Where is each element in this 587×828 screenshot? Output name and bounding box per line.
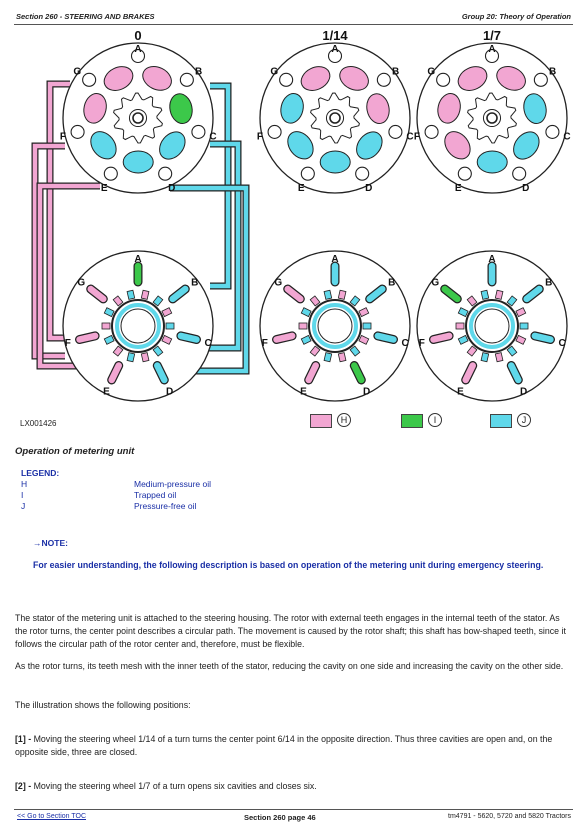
port-label-f: F — [413, 131, 421, 143]
column-label: 1/14 — [322, 28, 348, 43]
port-label-f: F — [261, 338, 268, 350]
bolt-hole — [83, 73, 96, 86]
port-slot — [535, 336, 551, 340]
port-label-e: E — [103, 386, 110, 398]
port-label-b: B — [195, 66, 203, 78]
port-label-c: C — [563, 131, 571, 143]
page-footer — [14, 809, 573, 822]
spool-center — [121, 309, 155, 343]
port-slot — [378, 336, 394, 340]
inner-port — [127, 353, 135, 362]
bolt-hole — [268, 125, 281, 138]
legend-label: Medium-pressure oil — [134, 479, 211, 489]
port-label-d: D — [165, 386, 174, 398]
rotor-hub — [129, 109, 146, 126]
inner-port — [520, 323, 528, 329]
port-label-c: C — [401, 338, 409, 350]
paragraph-position-1 — [15, 733, 570, 759]
header-section: Section 260 - STEERING AND BRAKES — [16, 12, 155, 21]
inner-port — [299, 323, 307, 329]
position-1-number: [1] - — [15, 734, 32, 744]
port-label-d: D — [362, 386, 371, 398]
column-label: 0 — [134, 28, 142, 43]
port-label-d: D — [365, 183, 373, 195]
bolt-hole — [425, 125, 438, 138]
port-label-b: B — [392, 66, 400, 78]
legend-key-h: H — [337, 413, 351, 427]
bolt-hole — [513, 167, 526, 180]
port-label-c: C — [204, 338, 212, 350]
inner-port — [141, 353, 149, 362]
port-label-b: B — [388, 277, 396, 289]
port-label-f: F — [418, 338, 425, 350]
port-slot — [181, 336, 197, 340]
cavity — [320, 151, 350, 173]
legend-row — [21, 490, 177, 501]
legend-row — [21, 501, 197, 512]
bolt-hole — [280, 73, 293, 86]
note-heading: →NOTE: — [33, 538, 68, 548]
paragraph-positions: The illustration shows the following positions: — [15, 700, 191, 710]
swatch-medium-pressure — [310, 414, 332, 428]
inner-port — [363, 323, 371, 329]
spool-center — [475, 309, 509, 343]
port-slot — [434, 336, 450, 340]
port-label-b: B — [545, 277, 553, 289]
port-label-g: G — [270, 66, 279, 78]
bolt-hole — [192, 125, 205, 138]
bolt-hole — [377, 73, 390, 86]
bolt-hole — [180, 73, 193, 86]
position-2-text: Moving the steering wheel 1/7 of a turn opens six cavities and closes six. — [31, 781, 317, 791]
port-label-g: G — [274, 277, 283, 289]
port-label-g: G — [77, 277, 86, 289]
position-1-text: Moving the steering wheel 1/14 of a turn turns the center point 6/14 in the opposite direction. Thus three cavities are open and, on the opposite side, three are closed. — [15, 734, 553, 757]
position-2-number: [2] - — [15, 781, 32, 791]
inner-port — [495, 353, 503, 362]
bolt-hole — [356, 167, 369, 180]
legend-key-j: J — [517, 413, 531, 427]
port-label-a: A — [488, 254, 496, 265]
inner-port — [338, 290, 346, 299]
cavity — [123, 151, 153, 173]
port-label-g: G — [431, 277, 440, 289]
inner-port — [338, 353, 346, 362]
port-label-a: A — [488, 44, 496, 55]
port-label-a: A — [331, 44, 339, 55]
port-label-e: E — [297, 183, 305, 195]
note-text: For easier understanding, the following description is based on operation of the metering unit during emergency steering. — [33, 560, 544, 570]
inner-port — [324, 290, 332, 299]
footer-manual: tm4791 - 5620, 5720 and 5820 Tractors — [448, 813, 571, 820]
inner-port — [166, 323, 174, 329]
port-slot — [80, 336, 96, 340]
section-title: Operation of metering unit — [15, 446, 135, 457]
inner-port — [481, 353, 489, 362]
cavity — [477, 151, 507, 173]
port-label-d: D — [522, 183, 530, 195]
inner-port — [141, 290, 149, 299]
inner-port — [102, 323, 110, 329]
page-header — [14, 10, 573, 25]
legend — [21, 468, 211, 512]
inner-port — [495, 290, 503, 299]
port-label-a: A — [331, 254, 339, 265]
inner-port — [127, 290, 135, 299]
port-label-b: B — [191, 277, 199, 289]
section-toc-link[interactable]: << Go to Section TOC — [17, 813, 87, 820]
port-slot — [277, 336, 293, 340]
footer-page: Section 260 page 46 — [244, 813, 316, 822]
rotor-hub — [326, 109, 343, 126]
column-label: 1/7 — [482, 28, 502, 43]
port-label-e: E — [457, 386, 464, 398]
bolt-hole — [458, 167, 471, 180]
inner-port — [324, 353, 332, 362]
port-label-f: F — [59, 131, 67, 143]
bolt-hole — [437, 73, 450, 86]
inner-port — [456, 323, 464, 329]
port-label-c: C — [558, 338, 566, 350]
swatch-pressure-free — [490, 414, 512, 428]
bolt-hole — [71, 125, 84, 138]
port-label-b: B — [549, 66, 557, 78]
port-label-c: C — [209, 131, 217, 143]
bolt-hole — [301, 167, 314, 180]
port-label-e: E — [454, 183, 462, 195]
bolt-hole — [159, 167, 172, 180]
paragraph-position-2 — [15, 780, 570, 793]
port-label-g: G — [427, 66, 436, 78]
rotor-hub — [483, 109, 500, 126]
header-group: Group 20: Theory of Operation — [461, 12, 571, 21]
bolt-hole — [546, 125, 559, 138]
paragraph-stator: The stator of the metering unit is attached to the steering housing. The rotor with external teeth engages in the internal teeth of the stator. As the rotor turns, the center point describes a circular path. The movement is caused by the rotor shaft; this shaft has bow-shaped teeth, since it follows the circular path of the rotor center and, therefore, must be flexible. — [15, 613, 566, 649]
legend-key: H — [21, 479, 28, 489]
legend-row — [21, 479, 211, 490]
legend-key-i: I — [428, 413, 442, 427]
swatch-trapped — [401, 414, 423, 428]
bolt-hole — [104, 167, 117, 180]
port-label-a: A — [134, 44, 142, 55]
port-label-c: C — [406, 131, 414, 143]
legend-key: J — [21, 501, 26, 511]
paragraph-rotor: As the rotor turns, its teeth mesh with the inner teeth of the stator, reducing the cavity on one side and increasing the cavity on the other side. — [15, 661, 564, 671]
port-label-d: D — [168, 183, 176, 195]
legend-label: Pressure-free oil — [134, 501, 197, 511]
port-label-g: G — [73, 66, 82, 78]
legend-key: I — [21, 490, 24, 500]
metering-unit-illustration — [10, 26, 580, 436]
port-label-d: D — [519, 386, 528, 398]
bolt-hole — [534, 73, 547, 86]
port-label-e: E — [100, 183, 108, 195]
inner-port — [481, 290, 489, 299]
legend-title: LEGEND: — [21, 468, 60, 478]
port-label-a: A — [134, 254, 142, 265]
port-label-f: F — [64, 338, 71, 350]
bolt-hole — [389, 125, 402, 138]
spool-center — [318, 309, 352, 343]
figure-id: LX001426 — [20, 419, 57, 428]
legend-label: Trapped oil — [134, 490, 177, 500]
port-label-e: E — [300, 386, 307, 398]
port-label-f: F — [256, 131, 264, 143]
